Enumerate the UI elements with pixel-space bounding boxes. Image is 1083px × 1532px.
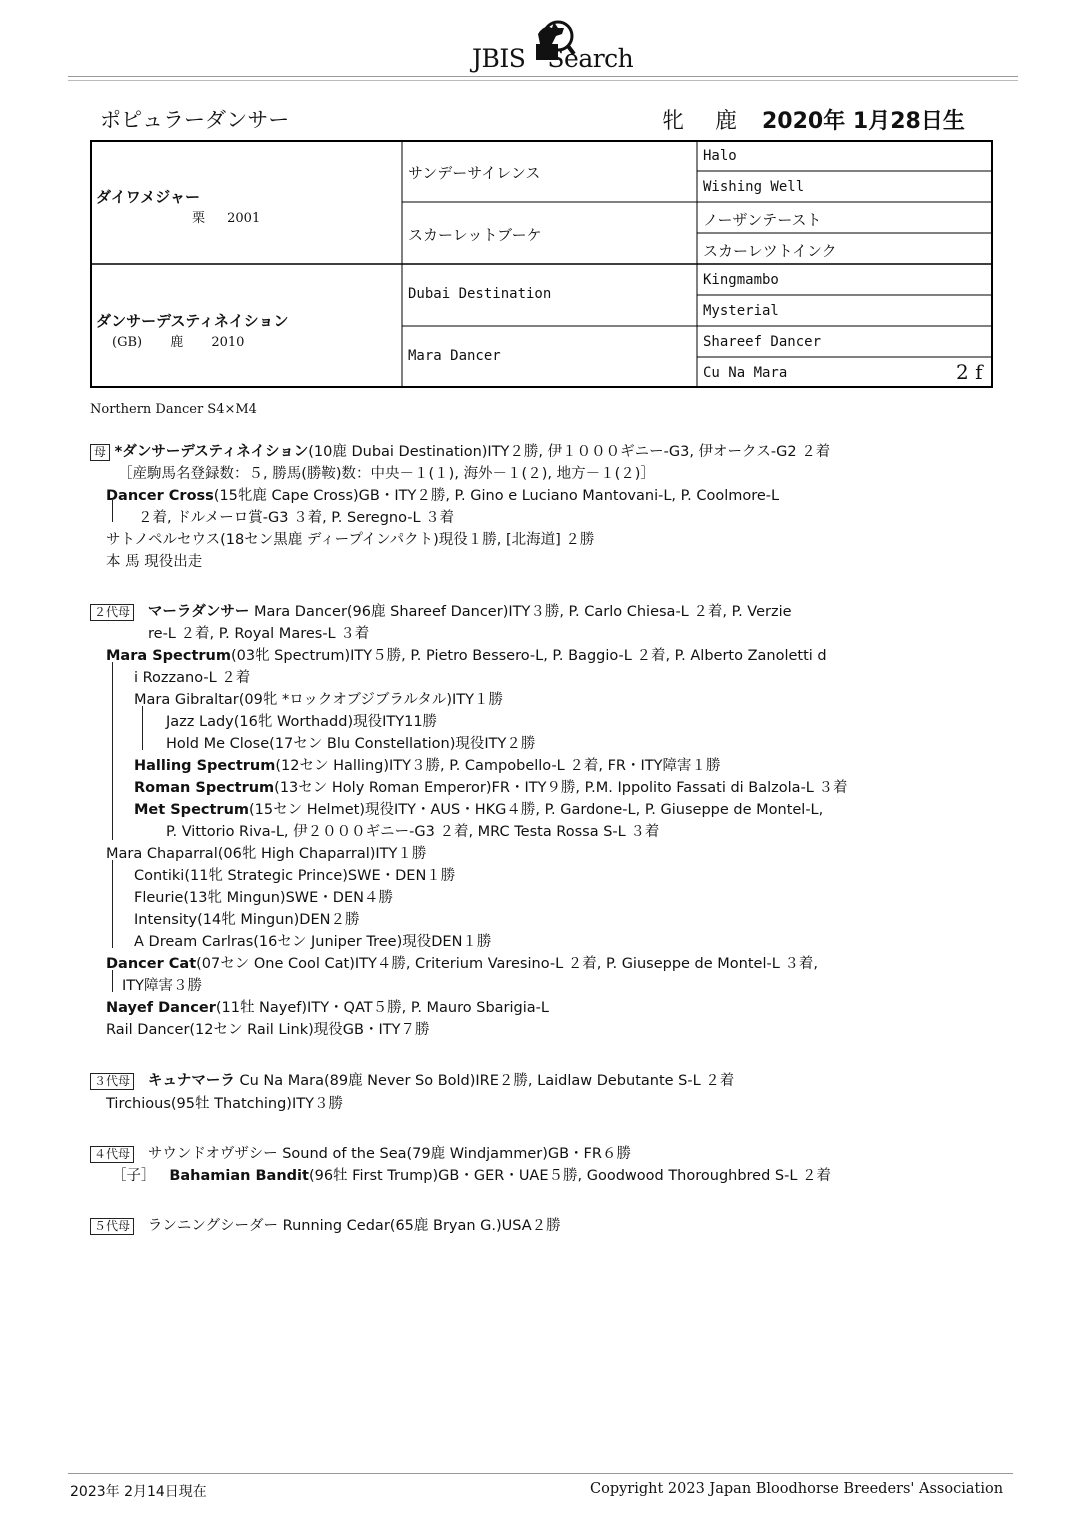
produce-row xyxy=(106,952,818,973)
tree-connector xyxy=(112,500,113,522)
produce-row-self: 本 馬 現役出走 xyxy=(106,554,203,570)
tag-fifth-dam: ５代母 xyxy=(90,1218,134,1235)
logo-text-jbis: JBIS xyxy=(472,44,526,73)
sire-name: ダイワメジャー xyxy=(96,188,200,206)
sire-detail: 栗 2001 xyxy=(192,211,261,226)
produce-row xyxy=(134,754,721,775)
logo-text-search: Search xyxy=(547,44,634,73)
tree-connector xyxy=(112,662,113,840)
tag-third-dam: ３代母 xyxy=(90,1073,134,1090)
sire-dam: スカーレットブーケ xyxy=(408,226,542,244)
horse-link[interactable]: マーラダンサー xyxy=(147,604,250,620)
gp-8: Cu Na Mara xyxy=(703,365,788,381)
dam-dam: Mara Dancer xyxy=(408,348,501,364)
produce-record: (13セン Holy Roman Emperor)FR・ITY９勝, P.M. Ippolito Fassati di Balzola-L ３着 xyxy=(274,780,848,796)
produce-record-cont: i Rozzano-L ２着 xyxy=(134,670,251,686)
produce-record: (96牡 First Trump)GB・GER・UAE５勝, Goodwood Thoroughbred S-L ２着 xyxy=(308,1168,832,1184)
child-tag: ［子］ xyxy=(112,1168,156,1184)
gp-7: Shareef Dancer xyxy=(703,334,822,350)
produce-record-cont: ITY障害３勝 xyxy=(122,978,202,994)
pedigree-grid-lines xyxy=(90,140,993,388)
horse-link[interactable]: Bahamian Bandit xyxy=(169,1168,309,1184)
horse-name: ポピュラーダンサー xyxy=(100,108,290,132)
produce-row: Tirchious(95牡 Thatching)ITY３勝 xyxy=(106,1096,343,1112)
footer-copyright: Copyright 2023 Japan Bloodhorse Breeders' Association xyxy=(590,1481,1004,1497)
horse-link[interactable]: Roman Spectrum xyxy=(134,780,275,796)
produce-row: Mara Chaparral(06牝 High Chaparral)ITY１勝 xyxy=(106,846,427,862)
produce-row xyxy=(112,1164,831,1185)
produce-row xyxy=(106,644,827,665)
tag-second-dam: ２代母 xyxy=(90,604,134,621)
horse-link[interactable]: Nayef Dancer xyxy=(106,1000,216,1016)
gp-3: ノーザンテースト xyxy=(703,211,822,229)
produce-record: (11牡 Nayef)ITY・QAT５勝, P. Mauro Sbarigia-L xyxy=(215,1000,549,1016)
produce-record: (07セン One Cool Cat)ITY４勝, Criterium Varesino-L ２着, P. Giuseppe de Montel-L ３着, xyxy=(196,956,819,972)
gp-5: Kingmambo xyxy=(703,272,779,288)
dam-name-link[interactable]: *ダンサーデスティネイション xyxy=(114,444,309,460)
header-rule xyxy=(68,76,1018,77)
dam-line xyxy=(90,440,830,461)
horse-link[interactable]: Met Spectrum xyxy=(134,802,250,818)
horse-link[interactable]: Mara Spectrum xyxy=(106,648,231,664)
horse-link[interactable]: Dancer Cat xyxy=(106,956,197,972)
tag-fourth-dam: ４代母 xyxy=(90,1146,134,1163)
horse-link[interactable]: Halling Spectrum xyxy=(134,758,276,774)
tree-connector xyxy=(112,860,113,948)
produce-row xyxy=(106,996,549,1017)
produce-record: (15牝鹿 Cape Cross)GB・ITY２勝, P. Gino e Luciano Mantovani-L, P. Coolmore-L xyxy=(213,488,780,504)
horse-sex-color: 牝 鹿 xyxy=(662,109,749,134)
dam-produce-summary: ［産駒馬名登録数：５, 勝馬(勝鞍)数：中央－１(１), 海外－１(２), 地方－１(２)］ xyxy=(118,466,655,482)
female-line-badge: 2 f xyxy=(956,360,983,384)
inbreeding-note: Northern Dancer S4×M4 xyxy=(90,402,257,417)
fifth-dam-record: ランニングシーダー Running Cedar(65鹿 Bryan G.)USA２勝 xyxy=(147,1218,561,1234)
fifth-dam-line xyxy=(90,1214,561,1235)
produce-record-cont: P. Vittorio Riva-L, 伊２０００ギニー-G3 ２着, MRC Testa Rossa S-L ３着 xyxy=(166,824,660,840)
tree-connector xyxy=(142,706,143,750)
horse-link[interactable]: Dancer Cross xyxy=(106,488,214,504)
produce-row: A Dream Carlras(16セン Juniper Tree)現役DEN１勝 xyxy=(134,934,492,950)
gp-2: Wishing Well xyxy=(703,179,805,195)
produce-row: Mara Gibraltar(09牝 *ロックオブジブラルタル)ITY１勝 xyxy=(134,692,504,708)
second-dam-record: Mara Dancer(96鹿 Shareef Dancer)ITY３勝, P. Carlo Chiesa-L ２着, P. Verzie xyxy=(249,604,792,620)
footer-rule xyxy=(68,1473,1013,1474)
produce-row xyxy=(106,484,779,505)
fourth-dam-record: サウンドオヴザシー Sound of the Sea(79鹿 Windjammer)GB・FR６勝 xyxy=(147,1146,631,1162)
produce-row: Fleurie(13牝 Mingun)SWE・DEN４勝 xyxy=(134,890,393,906)
third-dam-record: Cu Na Mara(89鹿 Never So Bold)IRE２勝, Laidlaw Debutante S-L ２着 xyxy=(234,1073,735,1089)
tag-dam: 母 xyxy=(90,444,110,461)
gp-4: スカーレツトインク xyxy=(703,242,837,260)
sire-sire: サンデーサイレンス xyxy=(408,164,541,182)
produce-record: (12セン Halling)ITY３勝, P. Campobello-L ２着, FR・ITY障害１勝 xyxy=(275,758,721,774)
second-dam-line xyxy=(90,600,792,621)
produce-row xyxy=(134,798,823,819)
produce-row: Rail Dancer(12セン Rail Link)現役GB・ITY７勝 xyxy=(106,1022,430,1038)
produce-record: (03牝 Spectrum)ITY５勝, P. Pietro Bessero-L, P. Baggio-L ２着, P. Alberto Zanoletti d xyxy=(230,648,827,664)
jbis-search-logo xyxy=(470,14,640,76)
horse-birth-date: 2020年 1月28日生 xyxy=(762,109,965,134)
produce-row: Contiki(11牝 Strategic Prince)SWE・DEN１勝 xyxy=(134,868,456,884)
produce-row: サトノペルセウス(18セン黒鹿 ディープインパクト)現役１勝, [北海道] ２勝 xyxy=(106,532,595,548)
produce-record-cont: ２着, ドルメーロ賞-G3 ３着, P. Seregno-L ３着 xyxy=(138,510,455,526)
header-rule-secondary xyxy=(68,80,1018,81)
dam-detail: (GB) 鹿 2010 xyxy=(112,335,245,350)
second-dam-record-cont: re-L ２着, P. Royal Mares-L ３着 xyxy=(148,626,370,642)
dam-cell xyxy=(96,310,288,350)
footer-date: 2023年 2月14日現在 xyxy=(70,1484,207,1500)
produce-row xyxy=(134,776,848,797)
dam-record: (10鹿 Dubai Destination)ITY２勝, 伊１０００ギニー-G3, 伊オークス-G2 ２着 xyxy=(308,444,831,460)
produce-row: Jazz Lady(16牝 Worthadd)現役ITY11勝 xyxy=(166,714,438,730)
fourth-dam-line xyxy=(90,1142,631,1163)
produce-row: Intensity(14牝 Mingun)DEN２勝 xyxy=(134,912,360,928)
produce-record: (15セン Helmet)現役ITY・AUS・HKG４勝, P. Gardone-L, P. Giuseppe de Montel-L, xyxy=(249,802,824,818)
produce-row: Hold Me Close(17セン Blu Constellation)現役ITY２勝 xyxy=(166,736,536,752)
tree-connector xyxy=(112,970,113,992)
dam-sire: Dubai Destination xyxy=(408,286,552,302)
pedigree-table xyxy=(90,140,993,388)
gp-1: Halo xyxy=(703,148,737,164)
dam-name: ダンサーデスティネイション xyxy=(96,312,289,330)
gp-6: Mysterial xyxy=(703,303,779,319)
horse-link[interactable]: キュナマーラ xyxy=(147,1073,235,1089)
sire-cell xyxy=(96,186,260,226)
third-dam-line xyxy=(90,1069,734,1090)
